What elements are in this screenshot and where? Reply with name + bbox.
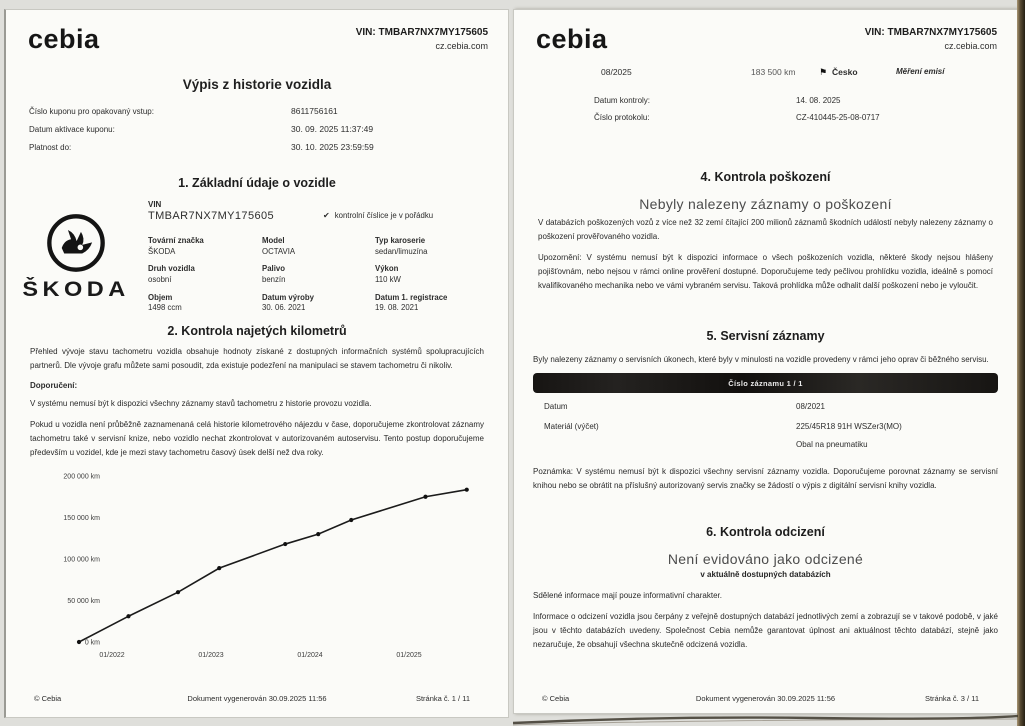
record-country: Česko — [832, 67, 858, 77]
vehicle-field: Tovární značka ŠKODA — [148, 235, 204, 256]
mileage-record-row — [514, 67, 1017, 83]
recommendation-label: Doporučení: — [30, 380, 78, 390]
vin-value: TMBAR7NX7MY175605 — [148, 209, 275, 222]
czech-flag-icon: ⚑ — [819, 67, 828, 77]
damage-result: Nebyly nalezeny záznamy o poškození — [639, 196, 892, 212]
section4-heading: 4. Kontrola poškození — [700, 170, 831, 184]
service-field-row — [514, 401, 1017, 413]
skoda-logo-icon — [24, 212, 128, 302]
footer-copyright: © Cebia — [34, 694, 62, 703]
coupon-row — [6, 124, 508, 136]
service-note: Poznámka: V systému nemusí být k dispozici všechny servisní záznamy vozidla. Doporučujeme porovnat záznamy se servisní knihou nebo se obrátit na příslušný autorizovaný servis značky se žádostí o výpis z digitální servisní knihy vozidla. — [533, 467, 998, 490]
section4-paragraph: Upozornění: V systému nemusí být k dispozici informace o všech poškozeních vozidla, některé škody nejsou hlášeny pojišťovnám, nebo nejsou v rámci online prověření dostupné. Doporučujeme tedy pečlivou prohlídku vozidla, ideálně s pomocí kvalifikovaného mechanika nebo ve vámi vybraném servisu. Taková prohlídka může odhalit další poškození nebo je vyloučit. — [538, 253, 993, 290]
svg-text:0 km: 0 km — [84, 639, 100, 647]
page-header — [514, 10, 1017, 53]
service-field-value2: Obal na pneumatiku — [796, 440, 868, 449]
section5-heading: 5. Servisní záznamy — [706, 329, 825, 343]
service-intro: Byly nalezeny záznamy o servisních úkonech, které byly v minulosti na vozidle provedeny v rámci jeho oprav či běžného servisu. — [533, 355, 989, 364]
page-title: Výpis z historie vozidla — [182, 77, 332, 92]
header-site-url: cz.cebia.com — [435, 40, 488, 51]
footer-generated: Dokument vygenerován 30.09.2025 11:56 — [695, 694, 836, 703]
coupon-row — [6, 142, 508, 154]
coupon-value: 8611756161 — [291, 106, 338, 116]
control-value: 14. 08. 2025 — [796, 96, 841, 105]
svg-text:50 000 km: 50 000 km — [67, 597, 100, 605]
svg-text:200 000 km: 200 000 km — [63, 473, 100, 481]
footer-page-number: Stránka č. 3 / 11 — [924, 694, 979, 703]
theft-result-sub: v aktuálně dostupných databázích — [700, 570, 831, 579]
service-field-label: Datum — [544, 402, 568, 411]
vehicle-field: Druh vozidla osobní — [148, 264, 195, 284]
coupon-row — [6, 106, 508, 118]
vehicle-field: Datum výroby 30. 06. 2021 — [262, 292, 314, 313]
theft-result: Není evidováno jako odcizené — [667, 551, 864, 567]
coupon-value: 30. 09. 2025 11:37:49 — [291, 123, 374, 134]
control-label: Číslo protokolu: — [594, 113, 650, 122]
coupon-label: Číslo kuponu pro opakovaný vstup: — [29, 107, 154, 116]
coupon-value: 30. 10. 2025 23:59:59 — [291, 141, 374, 152]
footer-generated: Dokument vygenerován 30.09.2025 11:56 — [187, 694, 327, 703]
service-record-bar: Číslo záznamu 1 / 1 — [533, 373, 998, 393]
svg-text:01/2024: 01/2024 — [297, 651, 323, 659]
page-footer — [6, 694, 508, 703]
header-vin: VIN: TMBAR7NX7MY175605 — [355, 27, 488, 38]
record-km: 183 500 km — [751, 67, 796, 77]
skoda-wordmark: ŠKODA — [22, 277, 130, 301]
vehicle-field: Palivo benzín — [262, 264, 286, 284]
vehicle-field: Model OCTAVIA — [262, 235, 296, 256]
header-site-url: cz.cebia.com — [944, 40, 997, 51]
svg-text:01/2022: 01/2022 — [99, 651, 125, 659]
mileage-chart — [36, 466, 508, 667]
section2-paragraph: Pokud u vozidla není průběžně zaznamenaná celá historie kilometrového nájezdu v čase, doporučujeme zkontrolovat záznamy tachometru také v servisní knize, nebo vozidlo nechat zkontrolovat v autorizovaném autoservisu. Tento postup doporučujeme především u vozidel, kde je mezi stavy tachometru časový úsek delší než dva roky. — [30, 419, 484, 457]
service-field-value: 225/45R18 91H WSZer3(MO) — [796, 422, 902, 431]
record-period: 08/2025 — [601, 67, 632, 77]
section2-heading: 2. Kontrola najetých kilometrů — [167, 323, 347, 338]
cebia-logo: cebia — [536, 24, 608, 54]
control-value: CZ-410445-25-08-0717 — [796, 113, 880, 122]
footer-copyright: © Cebia — [542, 694, 570, 703]
section2-paragraph: V systému nemusí být k dispozici všechny záznamy stavů tachometru z historie provozu vozidla. — [30, 398, 372, 408]
control-label: Datum kontroly: — [594, 96, 651, 105]
page-footer — [514, 694, 1017, 703]
service-field-label: Materiál (výčet) — [544, 422, 599, 431]
coupon-label: Datum aktivace kuponu: — [29, 124, 115, 134]
svg-text:100 000 km: 100 000 km — [63, 556, 100, 564]
service-field-value: 08/2021 — [796, 402, 825, 411]
header-vin: VIN: TMBAR7NX7MY175605 — [864, 27, 997, 38]
vehicle-field: Datum 1. registrace 19. 08. 2021 — [375, 292, 448, 313]
scan-edge-shadow — [1017, 0, 1025, 726]
record-type: Měření emisí — [896, 67, 945, 76]
section6-paragraph: Informace o odcizení vozidla jsou čerpány z veřejně dostupných databází jednotlivých zemí a zobrazují se v takové podobě, v jaké jsou v těchto databázích uvedeny. Společnost Cebia nemůže garantovat úplnost ani aktuálnost těchto databází, stejně jako nezaručuje, že obsahují všechna skutečně odcizená vozidla. — [533, 612, 998, 649]
cebia-logo: cebia — [28, 24, 100, 54]
service-field-row — [514, 421, 1017, 451]
svg-text:150 000 km: 150 000 km — [63, 514, 100, 522]
control-row — [514, 95, 1017, 107]
page-curl-shadow — [513, 712, 1018, 726]
section6-heading: 6. Kontrola odcizení — [706, 525, 825, 539]
section6-paragraph: Sdělené informace mají pouze informativní charakter. — [533, 591, 722, 600]
report-page-3 — [513, 9, 1018, 714]
page-header — [6, 10, 508, 53]
report-page-1 — [4, 9, 509, 718]
footer-page-number: Stránka č. 1 / 11 — [415, 694, 470, 703]
checkmark-icon: ✔ — [323, 211, 330, 221]
vehicle-field: Výkon 110 kW — [375, 264, 401, 284]
section4-paragraph: V databázích poškozených vozů z více než 32 zemí čítající 200 milionů záznamů škodních událostí nebyly nalezeny záznamy o poškození prověřovaného vozidla. — [538, 218, 993, 241]
vehicle-field: Typ karoserie sedan/limuzína — [375, 235, 428, 256]
section2-paragraph: Přehled vývoje stavu tachometru vozidla obsahuje hodnoty získané z dostupných informačních systémů spolupracujících partnerů. Dle vývoje grafu můžete sami posoudit, zda existuje podezření na manipulaci se stavem tachometru či nikoliv. — [30, 346, 484, 370]
vin-check-text: kontrolní číslice je v pořádku — [334, 211, 434, 221]
section1-heading: 1. Základní údaje o vozidle — [178, 175, 336, 190]
vin-label: VIN — [148, 199, 162, 209]
control-row — [514, 112, 1017, 124]
svg-text:01/2023: 01/2023 — [198, 651, 224, 659]
coupon-label: Platnost do: — [29, 142, 72, 152]
svg-text:01/2025: 01/2025 — [396, 651, 422, 659]
vin-check — [323, 211, 433, 220]
vehicle-field: Objem 1498 ccm — [148, 292, 182, 313]
